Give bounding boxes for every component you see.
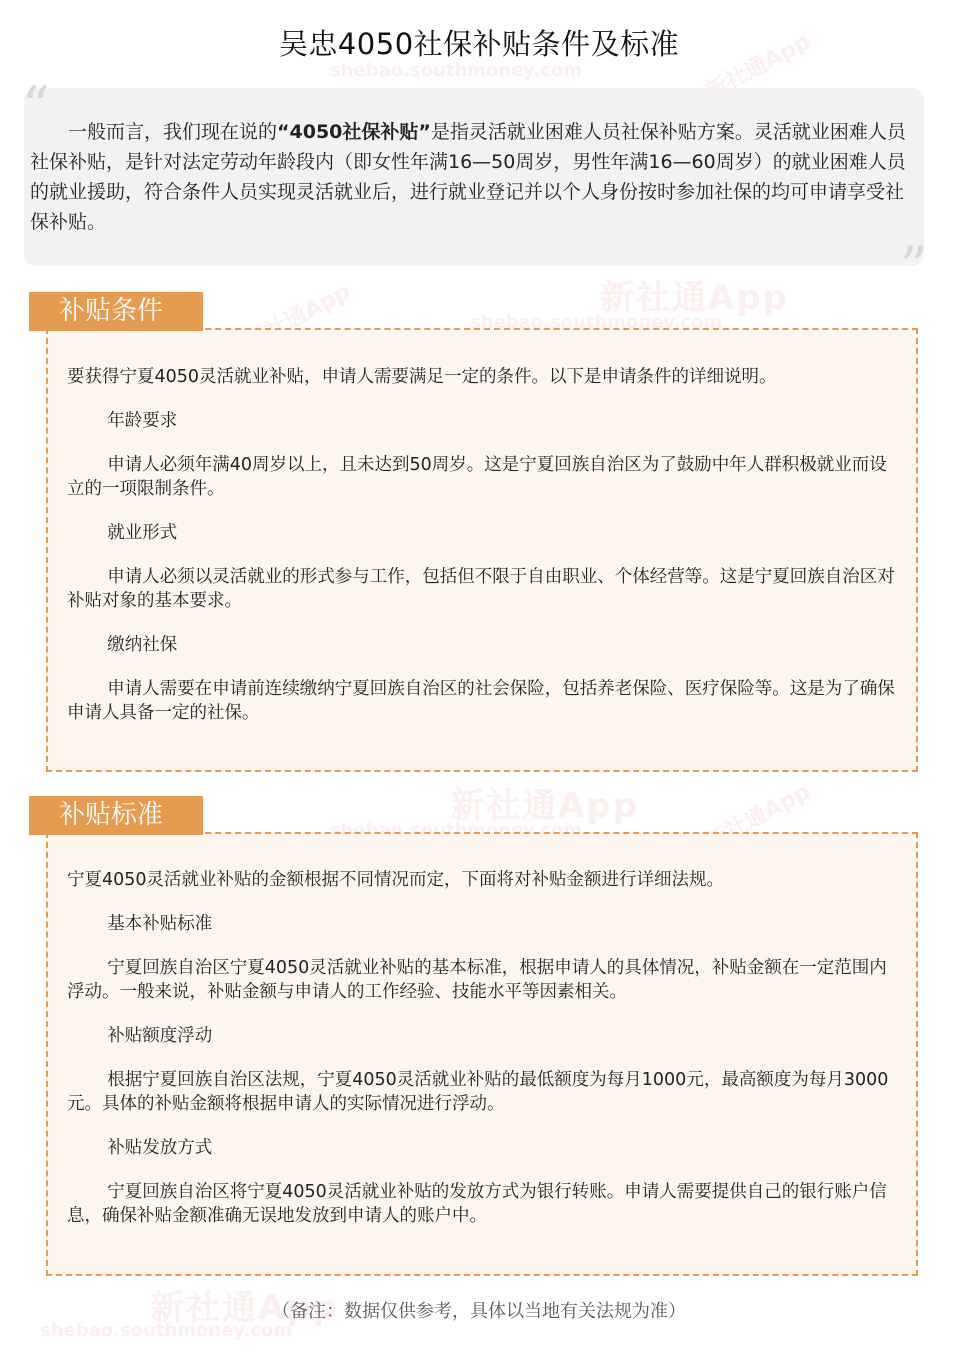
intro-paragraph bbox=[30, 117, 914, 237]
item-text: 申请人需要在申请前连续缴纳宁夏回族自治区的社会保险，包括养老保险、医疗保险等。这是为了确保申请人具备一定的社保。 bbox=[67, 679, 895, 723]
intro-text-before: 一般而言，我们现在说的 bbox=[68, 121, 278, 143]
item-text: 宁夏回族自治区将宁夏4050灵活就业补贴的发放方式为银行转账。申请人需要提供自己的银行账户信息，确保补贴金额准确无误地发放到申请人的账户中。 bbox=[67, 1182, 887, 1226]
item-subtitle: 年龄要求 bbox=[107, 411, 178, 431]
quote-open-icon: “ bbox=[22, 75, 50, 138]
quote-close-icon: ” bbox=[900, 235, 928, 298]
watermark-site-text: shebao.southmoney.com bbox=[40, 1320, 293, 1341]
item-text: 宁夏回族自治区宁夏4050灵活就业补贴的基本标准，根据申请人的具体情况，补贴金额在一定范围内浮动。一般来说，补贴金额与申请人的工作经验、技能水平等因素相关。 bbox=[67, 958, 887, 1002]
item-subtitle: 基本补贴标准 bbox=[107, 914, 213, 934]
watermark-brand-text: 新社通App bbox=[701, 779, 815, 856]
section-intro: 要获得宁夏4050灵活就业补贴，申请人需要满足一定的条件。以下是申请条件的详细说明。 bbox=[67, 367, 777, 387]
item-subtitle: 就业形式 bbox=[107, 523, 178, 543]
section-intro: 宁夏4050灵活就业补贴的金额根据不同情况而定，下面将对补贴金额进行详细法规。 bbox=[67, 870, 725, 890]
watermark-brand-text: 新社通App bbox=[150, 1288, 339, 1328]
item-subtitle: 缴纳社保 bbox=[107, 635, 178, 655]
watermark-brand-text: 新社通App bbox=[600, 278, 789, 318]
page-title: 吴忠4050社保补贴条件及标准 bbox=[278, 27, 680, 61]
watermark-site-text: shebao.southmoney.com bbox=[330, 60, 583, 81]
section-content-conditions bbox=[67, 365, 897, 745]
item-subtitle: 补贴额度浮动 bbox=[107, 1026, 213, 1046]
intro-highlight: “4050社保补贴” bbox=[277, 121, 431, 143]
section-heading-standards: 补贴标准 bbox=[29, 796, 203, 835]
item-text: 申请人必须以灵活就业的形式参与工作，包括但不限于自由职业、个体经营等。这是宁夏回族自治区对补贴对象的基本要求。 bbox=[67, 567, 895, 611]
watermark-brand-text: 新社通App bbox=[450, 786, 639, 826]
item-subtitle: 补贴发放方式 bbox=[107, 1138, 213, 1158]
item-text: 根据宁夏回族自治区法规，宁夏4050灵活就业补贴的最低额度为每月1000元，最高额度为每月3000元。具体的补贴金额将根据申请人的实际情况进行浮动。 bbox=[67, 1070, 889, 1114]
watermark-brand-text: 新社通App bbox=[701, 29, 815, 106]
item-text: 申请人必须年满40周岁以上，且未达到50周岁。这是宁夏回族自治区为了鼓励中年人群积极就业而设立的一项限制条件。 bbox=[67, 455, 887, 499]
section-heading-conditions: 补贴条件 bbox=[29, 292, 203, 331]
section-content-standards bbox=[67, 868, 897, 1248]
intro-text-after: 是指灵活就业困难人员社保补贴方案。灵活就业困难人员社保补贴，是针对法定劳动年龄段内（即女性年满16—50周岁，男性年满16—60周岁）的就业困难人员的就业援助，符合条件人员实现灵活就业后，进行就业登记并以个人身份按时参加社保的均可申请享受社保补贴。 bbox=[30, 121, 906, 233]
watermark-brand-text: 新社通App bbox=[241, 279, 355, 356]
watermark-site-text: shebao.southmoney.com bbox=[470, 312, 723, 333]
footnote: （备注：数据仅供参考，具体以当地有关法规为准） bbox=[272, 1301, 686, 1322]
watermark-site-text: shebao.southmoney.com bbox=[330, 820, 583, 841]
